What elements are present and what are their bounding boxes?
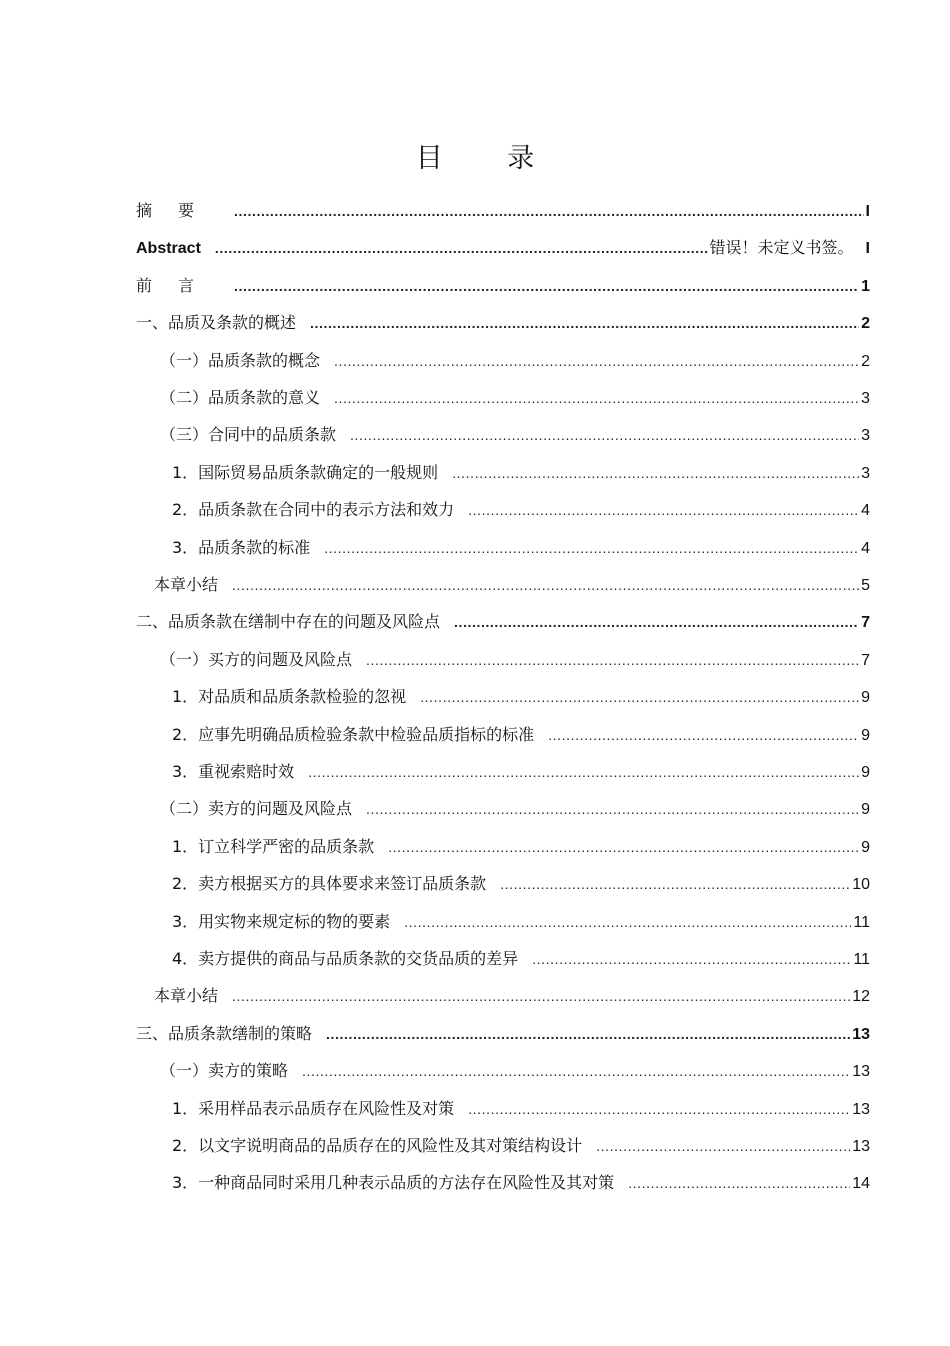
toc-dot-leader bbox=[548, 720, 859, 750]
toc-page-number: 7 bbox=[861, 614, 870, 631]
toc-dot-leader bbox=[452, 458, 859, 488]
toc-entry-title: 1．对品质和品质条款检验的忽视 bbox=[172, 687, 407, 706]
toc-page-number: 9 bbox=[861, 801, 870, 818]
toc-entry[interactable] bbox=[160, 383, 870, 413]
toc-entry[interactable] bbox=[172, 832, 870, 862]
toc-page-number: 1 bbox=[861, 278, 870, 295]
toc-entry[interactable] bbox=[172, 1131, 870, 1161]
toc-entry-title: 3．重视索赔时效 bbox=[172, 762, 295, 781]
toc-page-number: 11 bbox=[853, 914, 870, 931]
toc-page-number: 3 bbox=[861, 390, 870, 407]
toc-entry-title: 3．用实物来规定标的物的要素 bbox=[172, 912, 391, 931]
toc-entry[interactable] bbox=[160, 645, 870, 675]
toc-entry[interactable] bbox=[172, 720, 870, 750]
toc-entry-title: 1．国际贸易品质条款确定的一般规则 bbox=[172, 463, 439, 482]
toc-entry[interactable] bbox=[136, 271, 870, 301]
toc-page-number: 13 bbox=[852, 1063, 870, 1080]
toc-entry-title: 1．订立科学严密的品质条款 bbox=[172, 837, 375, 856]
toc-dot-leader bbox=[232, 570, 859, 600]
toc-entry-title: （二）卖方的问题及风险点 bbox=[160, 799, 353, 818]
toc-entry-title: Abstract bbox=[136, 240, 201, 257]
toc-entry[interactable] bbox=[172, 944, 870, 974]
toc-entry-title: 摘要 bbox=[136, 201, 221, 220]
toc-dot-leader bbox=[350, 420, 859, 450]
toc-entry[interactable] bbox=[136, 308, 870, 338]
toc-dot-leader bbox=[628, 1168, 850, 1198]
toc-page-number: I bbox=[865, 203, 870, 220]
toc-page-number: 12 bbox=[852, 988, 870, 1005]
toc-entry[interactable] bbox=[160, 420, 870, 450]
toc-entry[interactable] bbox=[172, 682, 870, 712]
toc-dot-leader bbox=[232, 981, 850, 1011]
toc-entry-title: 1．采用样品表示品质存在风险性及对策 bbox=[172, 1099, 455, 1118]
toc-entry[interactable] bbox=[154, 570, 870, 600]
toc-entry[interactable] bbox=[172, 458, 870, 488]
toc-dot-leader bbox=[420, 682, 859, 712]
toc-page-number: 13 bbox=[852, 1026, 870, 1043]
toc-page-number: 5 bbox=[861, 577, 870, 594]
toc-entry[interactable] bbox=[172, 1094, 870, 1124]
toc-dot-leader bbox=[234, 271, 859, 301]
toc-entry[interactable] bbox=[172, 495, 870, 525]
toc-entry[interactable] bbox=[172, 869, 870, 899]
toc-entry-title: （一）品质条款的概念 bbox=[160, 351, 321, 370]
toc-dot-leader bbox=[308, 757, 859, 787]
toc-entry[interactable] bbox=[136, 607, 870, 637]
toc-dot-leader bbox=[388, 832, 859, 862]
toc-dot-leader bbox=[366, 645, 859, 675]
toc-page-number: 4 bbox=[861, 502, 870, 519]
toc-entry[interactable] bbox=[136, 1019, 870, 1049]
toc-page-number: 3 bbox=[861, 427, 870, 444]
toc-dot-leader bbox=[500, 869, 850, 899]
page-title: 目 录 bbox=[415, 143, 563, 174]
toc-dot-leader bbox=[468, 495, 859, 525]
toc-page-number: 13 bbox=[852, 1138, 870, 1155]
toc-entry-title: 前言 bbox=[136, 276, 221, 295]
toc-entry[interactable] bbox=[172, 907, 870, 937]
toc-page-number: 9 bbox=[861, 764, 870, 781]
toc-entry-title: 本章小结 bbox=[154, 986, 219, 1005]
toc-dot-leader bbox=[334, 383, 859, 413]
toc-entry-title: 3．一种商品同时采用几种表示品质的方法存在风险性及其对策 bbox=[172, 1173, 615, 1192]
toc-dot-leader bbox=[326, 1019, 850, 1049]
toc-entry[interactable] bbox=[172, 757, 870, 787]
toc-page-number: 3 bbox=[861, 465, 870, 482]
toc-dot-leader bbox=[302, 1056, 850, 1086]
toc-entry-title: 2．以文字说明商品的品质存在的风险性及其对策结构设计 bbox=[172, 1136, 583, 1155]
toc-page-number: 9 bbox=[861, 689, 870, 706]
toc-dot-leader bbox=[334, 346, 859, 376]
toc-page-number: 9 bbox=[861, 727, 870, 744]
toc-page-number: 4 bbox=[861, 540, 870, 557]
toc-dot-leader bbox=[366, 794, 859, 824]
toc-entry-title: 三、品质条款缮制的策略 bbox=[136, 1024, 313, 1043]
toc-entry-title: （三）合同中的品质条款 bbox=[160, 425, 337, 444]
toc-dot-leader bbox=[215, 233, 708, 263]
toc-page-number: 11 bbox=[853, 951, 870, 968]
toc-entry-title: 二、品质条款在缮制中存在的问题及风险点 bbox=[136, 612, 441, 631]
toc-error-message: 错误！未定义书签。 bbox=[709, 238, 854, 257]
toc-dot-leader bbox=[404, 907, 851, 937]
toc-entry-title: （一）卖方的策略 bbox=[160, 1061, 289, 1080]
toc-page-number: 13 bbox=[852, 1101, 870, 1118]
toc-page-number: 7 bbox=[861, 652, 870, 669]
toc-entry[interactable] bbox=[172, 533, 870, 563]
toc-entry-title: 2．卖方根据买方的具体要求来签订品质条款 bbox=[172, 874, 487, 893]
toc-entry-title: 一、品质及条款的概述 bbox=[136, 313, 297, 332]
toc-entry-title: （二）品质条款的意义 bbox=[160, 388, 321, 407]
toc-entry[interactable] bbox=[154, 981, 870, 1011]
toc-page-number: 2 bbox=[861, 353, 870, 370]
toc-dot-leader bbox=[234, 196, 864, 226]
toc-entry[interactable] bbox=[136, 196, 870, 226]
toc-dot-leader bbox=[468, 1094, 850, 1124]
toc-page-number: I bbox=[865, 240, 870, 257]
toc-entry[interactable] bbox=[160, 1056, 870, 1086]
toc-entry-title: 2．应事先明确品质检验条款中检验品质指标的标准 bbox=[172, 725, 535, 744]
toc-entry-title: 2．品质条款在合同中的表示方法和效力 bbox=[172, 500, 455, 519]
toc-dot-leader bbox=[310, 308, 859, 338]
toc-dot-leader bbox=[532, 944, 851, 974]
toc-entry-title: （一）买方的问题及风险点 bbox=[160, 650, 353, 669]
toc-page-number: 10 bbox=[852, 876, 870, 893]
toc-dot-leader bbox=[324, 533, 859, 563]
toc-entry-title: 4．卖方提供的商品与品质条款的交货品质的差异 bbox=[172, 949, 519, 968]
toc-page-number: 9 bbox=[861, 839, 870, 856]
toc-entry[interactable] bbox=[172, 1168, 870, 1198]
toc-entry-title: 3．品质条款的标准 bbox=[172, 538, 311, 557]
toc-entry-title: 本章小结 bbox=[154, 575, 219, 594]
toc-dot-leader bbox=[596, 1131, 850, 1161]
toc-page-number: 14 bbox=[852, 1175, 870, 1192]
toc-entry[interactable] bbox=[160, 794, 870, 824]
toc-entry[interactable] bbox=[136, 233, 870, 263]
toc-page-number: 2 bbox=[861, 315, 870, 332]
toc-dot-leader bbox=[454, 607, 859, 637]
toc-entry[interactable] bbox=[160, 346, 870, 376]
